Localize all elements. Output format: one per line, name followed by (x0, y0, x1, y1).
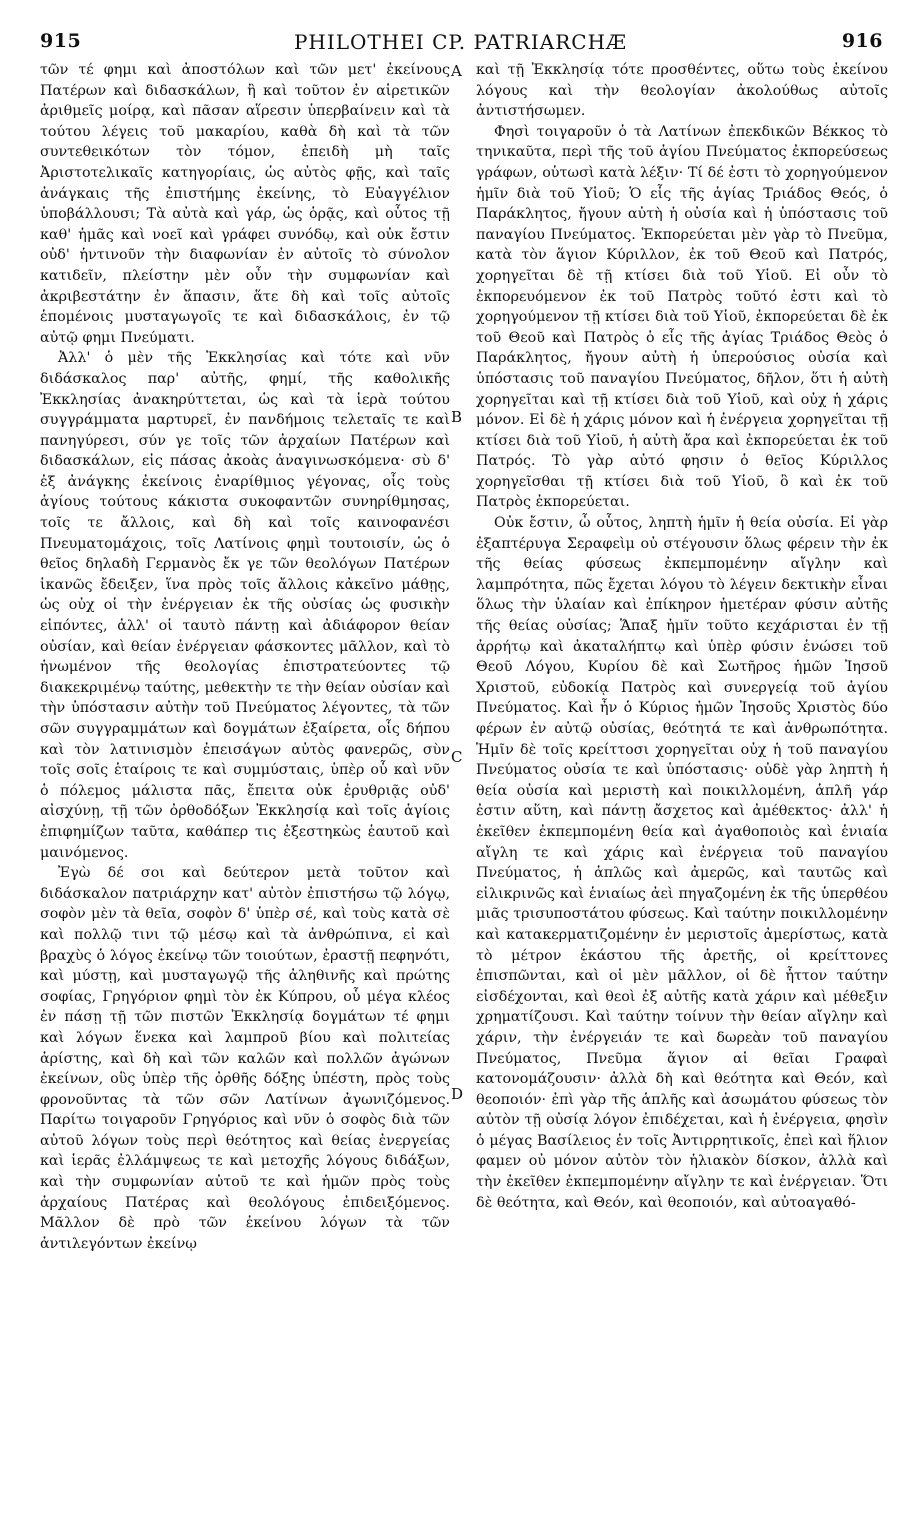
running-title: PHILOTHEI CP. PATRIARCHÆ (293, 30, 628, 54)
right-column (476, 60, 888, 1535)
margin-marker-d: D (451, 1085, 464, 1103)
margin-marker-a: A (451, 62, 462, 80)
left-column (40, 60, 450, 1535)
margin-marker-b: B (451, 408, 463, 426)
page-header (0, 30, 921, 56)
margin-marker-c: C (451, 748, 463, 766)
page-number-right: 916 (841, 30, 883, 52)
paragraph: Φησὶ τοιγαροῦν ὁ τὰ Λατίνων ἐπεκδικῶν Βέκκος τὸ τηνικαῦτα, περὶ τῆς τοῦ ἁγίου Πνεύματος ἐκπορεύσεως γράφων, οὑτωσὶ κατὰ λέξιν· Τί δέ ἐστι τὸ χορηγούμενον ἡμῖν διὰ τοῦ Υἱοῦ; Ὁ εἷς τῆς ἁγίας Τριάδος Θεός, ὁ Παράκλητος, ἤγουν αὐτὴ ἡ οὐσία καὶ ἡ ὑπόστασις τοῦ παναγίου Πνεύματος. Ἐκπορεύεται μὲν γὰρ τὸ Πνεῦμα, κατὰ τὸν ἅγιον Κύριλλον, ἐκ τοῦ Θεοῦ καὶ Πατρός, χορηγεῖται δὲ τῇ κτίσει διὰ τοῦ Υἱοῦ. Εἰ οὖν τὸ ἐκπορευόμενον ἐκ τοῦ Πατρὸς τοῦτό ἐστι καὶ τὸ χορηγούμενον τῇ κτίσει διὰ τοῦ Υἱοῦ, ἐκπορεύεται δὲ ἐκ τοῦ Θεοῦ καὶ Πατρὸς ὁ εἷς τῆς ἁγίας Τριάδος Θεὸς ὁ Παράκλητος, ἤγουν αὐτὴ ἡ ὑπερούσιος οὐσία καὶ ὑπόστασις τοῦ παναγίου Πνεύματος, δῆλον, ὅτι ἡ αὐτὴ χορηγεῖται καὶ τῇ κτίσει διὰ τοῦ Υἱοῦ, καὶ οὐχ ἡ χάρις μόνον. Εἰ δὲ ἡ χάρις μόνον καὶ ἡ ἐνέργεια χορηγεῖται τῇ κτίσει διὰ τοῦ Υἱοῦ, ἡ αὐτὴ ἄρα καὶ ἐκπορεύεται ἐκ τοῦ Πατρός. Τὸ γὰρ αὐτό φησιν ὁ θεῖος Κύριλλος χορηγεῖσθαι τῇ κτίσει διὰ τοῦ Υἱοῦ, ὃ καὶ ἐκ τοῦ Πατρὸς ἐκπορεύεται. (476, 123, 888, 511)
paragraph: Ἐγὼ δέ σοι καὶ δεύτερον μετὰ τοῦτον καὶ διδάσκαλον πατριάρχην κατ' αὐτὸν ἐπιστήσω τῷ λόγῳ, σοφὸν μὲν τὰ θεῖα, σοφὸν δ' ὑπὲρ σέ, καὶ τοὺς κατὰ σὲ καὶ πολλῷ τινι τῷ μέσῳ καὶ τὰ ἀνθρώπινα, εἰ καὶ βραχὺς ὁ λόγος ἐκείνῳ τῶν τοιούτων, ἐραστῇ πεφηνότι, καὶ μύστῃ, καὶ μυσταγωγῷ τῆς ἀληθινῆς καὶ πρώτης σοφίας, Γρηγόριον φημὶ τὸν ἐκ Κύπρου, οὗ μέγα κλέος ἐν πάσῃ τῇ τῶν πιστῶν Ἐκκλησίᾳ δογμάτων τέ φημι καὶ λόγων ἕνεκα καὶ λαμπροῦ βίου καὶ πολιτείας ἀρίστης, καὶ δὴ καὶ τῶν καλῶν καὶ πολλῶν ἀγώνων ἐκείνων, οὓς ὑπὲρ τῆς ὀρθῆς δόξης ὑπέστη, πρὸς τοὺς φρονοῦντας τὰ τῶν σῶν Λατίνων ἀγωνιζόμενος. Παρίτω τοιγαροῦν Γρηγόριος καὶ νῦν ὁ σοφὸς διὰ τῶν αὐτοῦ λόγων τοὺς περὶ θεότητος καὶ θείας ἐνεργείας καὶ ἱερᾶς ἐλλάμψεως τε καὶ μετοχῆς λόγους διδάξων, καὶ τὴν συμφωνίαν αὐτοῦ τε καὶ ἡμῶν πρὸς τοὺς ἀρχαίους Πατέρας καὶ θεολόγους ἐπιδειξόμενος. Μᾶλλον δὲ πρὸ τῶν ἐκείνου λόγων τὰ τῶν ἀντιλεγόντων ἐκείνῳ (40, 865, 450, 1252)
page-number-left: 915 (40, 30, 82, 52)
paragraph: Οὐκ ἔστιν, ὦ οὗτος, ληπτὴ ἡμῖν ἡ θεία οὐσία. Εἰ γὰρ ἐξαπτέρυγα Σεραφεὶμ οὐ στέγουσιν ὅλως φέρειν τὴν ἐκ τῆς θείας φύσεως ἐκπεμπομένην αἴγλην καὶ λαμπρότητα, πῶς ἔχεται λόγου τὸ λέγειν δεκτικὴν εἶναι ὅλως τὴν ὑλαίαν καὶ ἐπίκηρον ἡμετέραν φύσιν αὐτῆς τῆς θείας οὐσίας; Ἅπαξ ἡμῖν τοῦτο κεχάρισται ἐν τῇ ἀρρήτῳ καὶ ἀκαταλήπτῳ καὶ ὑπὲρ φύσιν ἑνώσει τοῦ Θεοῦ Λόγου, Κυρίου δὲ καὶ Σωτῆρος ἡμῶν Ἰησοῦ Χριστοῦ, εὐδοκίᾳ Πατρὸς καὶ συνεργείᾳ τοῦ ἁγίου Πνεύματος. Καὶ ἦν ὁ Κύριος ἡμῶν Ἰησοῦς Χριστὸς δύο φέρων ἐν αὐτῷ οὐσίας, θεότητά τε καὶ ἀνθρωπότητα. Ἡμῖν δὲ τοῖς κρείττοσι χορηγεῖται οὐχ ἡ τοῦ παναγίου Πνεύματος οὐσία τε καὶ ὑπόστασις· οὐδὲ γὰρ ληπτὴ ἡ θεία οὐσία καὶ μεριστὴ καὶ ποικιλλομένη, ἁπλῆ γάρ ἐστιν αὕτη, καὶ πάντῃ ἄσχετος καὶ ἀμέθεκτος· ἀλλ' ἡ ἐκεῖθεν ἐκπεμπομένη θεία καὶ ἀγαθοποιὸς καὶ ἑνιαία αἴγλη τε καὶ χάρις καὶ ἐνέργεια τοῦ παναγίου Πνεύματος, ἡ ἁπλῶς καὶ ἀμερῶς, καὶ ταυτῶς καὶ εἰλικρινῶς καὶ ἑνιαίως ἀεὶ πηγαζομένη ἐκ τῆς ὑπερθέου μιᾶς τρισυποστάτου φύσεως. Καὶ ταύτην ποικιλλομένην καὶ κατακερματιζομένην ἐν μεριστοῖς ἀμερίστως, κατὰ τὸ μέτρον ἑκάστου τῆς ἀρετῆς, οἱ κρείττονες ἐπισπῶνται, καὶ οἱ μὲν μᾶλλον, οἱ δὲ ἧττον ταύτην εἰσδέχονται, καὶ θεοὶ ἐξ αὐτῆς κατὰ χάριν καὶ μέθεξιν χρηματίζουσι. Καὶ ταύτην τοίνυν τὴν θείαν αἴγλην καὶ χάριν, τὴν ἐνέργειάν τε καὶ δωρεὰν τοῦ παναγίου Πνεύματος, Πνεῦμα ἅγιον αἱ θεῖαι Γραφαὶ κατονομάζουσιν· ἀλλὰ δὴ καὶ θεότητα καὶ Θεόν, καὶ θεοποιόν· ἐπὶ γὰρ τῆς ἁπλῆς καὶ ἀσωμάτου φύσεως τὸν αὐτὸν τῇ οὐσίᾳ λόγον ἐπιδέχεται, καὶ ἡ ἐνέργεια, φησὶν ὁ μέγας Βασίλειος ἐν τοῖς Ἀντιρρητικοῖς, ἐπεὶ καὶ ἥλιον φαμεν οὐ μόνον αὐτὸν τὸν ἡλιακὸν δίσκον, ἀλλὰ καὶ τὴν ἐκεῖθεν ἐκπεμπομένην αἴγλην τε καὶ ἐνέργειαν. Ὅτι δὲ θεότητα, καὶ Θεόν, καὶ θεοποιόν, καὶ αὐτοαγαθό- (476, 515, 888, 1211)
paragraph: καὶ τῇ Ἐκκλησίᾳ τότε προσθέντες, οὕτω τοὺς ἐκείνου λόγους καὶ τὴν θεολογίαν ἀκολούθως αὐτοῖς ἀντιστήσωμεν. (476, 62, 888, 120)
paragraph: Ἀλλ' ὁ μὲν τῆς Ἐκκλησίας καὶ τότε καὶ νῦν διδάσκαλος παρ' αὐτῆς, φημί, τῆς καθολικῆς Ἐκκλησίας ἀνακηρύττεται, ὡς καὶ τὰ ἱερὰ τούτου συγγράμματα μαρτυρεῖ, ἐν πανδήμοις τελεταῖς τε καὶ πανηγύρεσι, σύν γε τοῖς τῶν ἀρχαίων Πατέρων καὶ διδασκάλων, εἰς πάσας ἀκοὰς ἀναγινωσκόμενα· σὺ δ' ἐξ ἀνάγκης ἐκείνοις ἐναρίθμιος γέγονας, οἷς τοὺς ἁγίους τούτους κάκιστα συκοφαντῶν συνηρίθμησας, τοῖς τε ἄλλοις, καὶ δὴ καὶ τοῖς καινοφανέσι Πνευματομάχοις, τοῖς Λατίνοις φημὶ τουτοισίν, ὡς ὁ θεῖος δηλαδὴ Γερμανὸς ἔκ γε τῶν θεολόγων Πατέρων ἱκανῶς ἔδειξεν, ἵνα πρὸς τοῖς ἄλλοις κἀκεῖνο μάθῃς, ὡς οὐχ οἱ τὴν ἐνέργειαν ἐκ τῆς οὐσίας ὡς φυσικὴν εἰπόντες, ἀλλ' οἱ ταυτὸ πάντῃ καὶ ἀδιάφορον θείαν οὐσίαν, καὶ θείαν ἐνέργειαν φάσκοντες μᾶλλον, καὶ τὸ ἡνωμένον τῆς θεολογίας ἐπιστρατεύοντες τῷ διακεκριμένῳ ταύτης, μεθεκτὴν τε τὴν θείαν οὐσίαν καὶ τὴν ὑπόστασιν αὐτὴν τοῦ Πνεύματος λέγοντες, τὰ τῶν σῶν συγγραμμάτων καὶ δογμάτων ἐξαίρετα, οἷς δήπου καὶ τὸν λατινισμὸν ἐπεισάγων αὐτὸς φανερῶς, σὺν τοῖς σοῖς ἑταίροις τε καὶ συμμύσταις, ὑπὲρ οὗ καὶ νῦν ὁ πόλεμος μάλιστα πᾶς, ἔπειτα οὐκ ἐρυθριᾷς οὐδ' αἰσχύνῃ, τῇ τῶν ὀρθοδόξων Ἐκκλησίᾳ καὶ τοῖς ἁγίοις ἐπιφημίζων ταῦτα, καθάπερ τις ἐξεστηκὼς ἑαυτοῦ καὶ μαινόμενος. (40, 350, 450, 861)
paragraph: τῶν τέ φημι καὶ ἀποστόλων καὶ τῶν μετ' ἐκείνους Πατέρων καὶ διδασκάλων, ἢ καὶ τοῦτον ἐν αἱρετικῶν ἀριθμεῖς μοίρᾳ, καὶ πᾶσαν αἵρεσιν ὑπερβαίνειν καὶ τὰ τούτου λέγεις τοῦ μακαρίου, καθὰ δὴ καὶ τὰ τῶν συντεθεικότων τὸν τόμον, ἐπειδὴ μὴ ταῖς Ἀριστοτελικαῖς κατηγορίαις, ὡς αὐτὸς φῇς, καὶ ταῖς ἀνάγκαις τῆς ἐπιστήμης ἐκείνης, τὸ Εὐαγγέλιον ὑποβάλλουσι; Τὰ αὐτὰ καὶ γάρ, ὡς ὁρᾷς, καὶ οὗτος τῇ καθ' ἡμᾶς καὶ νοεῖ καὶ γράφει συνόδῳ, καὶ οὐκ ἔστιν οὐδ' ἡντινοῦν τὴν διαφωνίαν ἐν αὐτοῖς τὸ σύνολον κατιδεῖν, πλείστην μὲν οὖν τὴν συμφωνίαν καὶ ἀκριβεστάτην ἐν ἅπασιν, ἅτε δὴ καὶ τοῖς αὐτοῖς ἑπομένοις μυσταγωγοῖς τε καὶ διδασκάλοις, ἐν τῷ αὐτῷ φημι Πνεύματι. (40, 62, 450, 346)
